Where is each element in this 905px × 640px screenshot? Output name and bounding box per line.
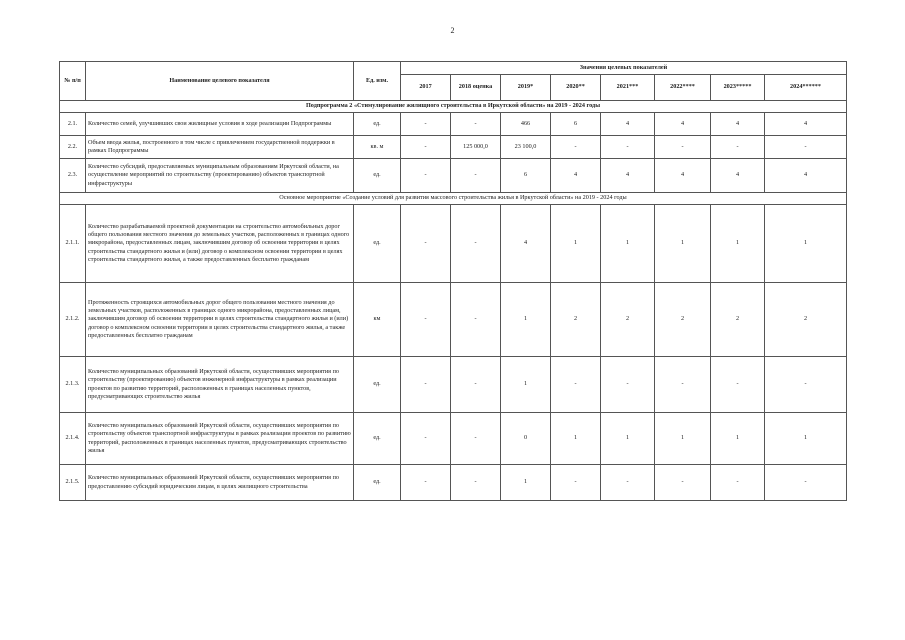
row-value: -	[401, 159, 451, 193]
row-value: 1	[711, 413, 765, 465]
row-value: 1	[711, 205, 765, 283]
row-value: 4	[655, 113, 711, 136]
row-value: 466	[501, 113, 551, 136]
header-row-1	[60, 62, 847, 75]
row-name: Количество субсидий, предоставляемых муниципальным образованиям Иркутской области, на осуществление мероприятий по строительству (проектированию) объектов транспортной инфраструктуры	[86, 159, 354, 193]
header-unit: Ед. изм.	[354, 62, 401, 101]
row-value: 6	[551, 113, 601, 136]
row-value: -	[451, 413, 501, 465]
row-num: 2.3.	[60, 159, 86, 193]
header-year: 2021***	[601, 75, 655, 101]
row-value: 4	[765, 113, 847, 136]
row-value: 2	[551, 283, 601, 357]
row-value: 1	[551, 205, 601, 283]
row-num: 2.1.3.	[60, 357, 86, 413]
row-value: -	[451, 357, 501, 413]
section-title: Подпрограмма 2 «Стимулирование жилищного строительства в Иркутской области» на 2019 - 2024 годы	[60, 101, 847, 113]
row-value: -	[451, 283, 501, 357]
row-num: 2.1.	[60, 113, 86, 136]
section-title: Основное мероприятие «Создание условий для развития массового строительства жилья в Иркутской области» на 2019 - 2024 годы	[60, 193, 847, 205]
row-value: -	[601, 357, 655, 413]
row-value: 1	[551, 413, 601, 465]
header-year: 2020**	[551, 75, 601, 101]
header-values-group: Значения целевых показателей	[401, 62, 847, 75]
row-value: 1	[655, 205, 711, 283]
header-year: 2022****	[655, 75, 711, 101]
row-unit: ед.	[354, 205, 401, 283]
row-value: -	[551, 465, 601, 501]
row-num: 2.1.2.	[60, 283, 86, 357]
row-value: 4	[501, 205, 551, 283]
row-value: 6	[501, 159, 551, 193]
header-year: 2018 оценка	[451, 75, 501, 101]
row-value: 4	[601, 159, 655, 193]
row-value: -	[451, 205, 501, 283]
row-num: 2.1.4.	[60, 413, 86, 465]
row-name: Количество муниципальных образований Иркутской области, осуществивших мероприятия по строительству (проектированию) объектов инженерной инфраструктуры в рамках реализации проектов по развитию территорий, расположенных в границах населенных пунктов, предусматривающих строительство жилья	[86, 357, 354, 413]
row-value: 1	[655, 413, 711, 465]
row-value: -	[711, 357, 765, 413]
row-value: -	[601, 136, 655, 159]
page-number: 2	[450, 26, 455, 35]
row-value: 4	[601, 113, 655, 136]
row-num: 2.2.	[60, 136, 86, 159]
table-row	[60, 357, 847, 413]
row-value: 125 000,0	[451, 136, 501, 159]
table-row	[60, 413, 847, 465]
header-year: 2024******	[765, 75, 847, 101]
row-value: 4	[711, 159, 765, 193]
row-value: -	[551, 136, 601, 159]
row-value: 4	[711, 113, 765, 136]
row-value: 1	[501, 283, 551, 357]
row-value: -	[401, 113, 451, 136]
row-unit: ед.	[354, 159, 401, 193]
row-unit: км	[354, 283, 401, 357]
section-row	[60, 193, 847, 205]
row-value: -	[655, 465, 711, 501]
row-value: 0	[501, 413, 551, 465]
row-value: 1	[601, 205, 655, 283]
row-unit: ед.	[354, 465, 401, 501]
table-row	[60, 136, 847, 159]
row-value: -	[601, 465, 655, 501]
row-value: 23 100,0	[501, 136, 551, 159]
row-name: Объем ввода жилья, построенного в том числе с привлечением государственной поддержки в рамках Подпрограммы	[86, 136, 354, 159]
row-value: -	[451, 113, 501, 136]
table-row	[60, 113, 847, 136]
row-value: -	[655, 136, 711, 159]
row-value: 2	[601, 283, 655, 357]
row-num: 2.1.5.	[60, 465, 86, 501]
row-value: 1	[601, 413, 655, 465]
row-name: Количество семей, улучшивших свои жилищные условия в ходе реализации Подпрограммы	[86, 113, 354, 136]
row-value: 1	[501, 465, 551, 501]
indicators-table	[59, 61, 847, 501]
section-row	[60, 101, 847, 113]
table-row	[60, 283, 847, 357]
header-num: № п/п	[60, 62, 86, 101]
row-value: -	[765, 357, 847, 413]
row-value: 1	[765, 413, 847, 465]
row-num: 2.1.1.	[60, 205, 86, 283]
row-value: -	[655, 357, 711, 413]
row-value: -	[401, 136, 451, 159]
table-row	[60, 465, 847, 501]
header-name: Наименование целевого показателя	[86, 62, 354, 101]
row-name: Количество муниципальных образований Иркутской области, осуществивших мероприятия по строительству объектов транспортной инфраструктуры в рамках реализации проектов по развитию территорий, расположенных в границах населенных пунктов, предусматривающих строительство жилья	[86, 413, 354, 465]
row-value: -	[765, 465, 847, 501]
row-value: -	[551, 357, 601, 413]
row-value: 4	[655, 159, 711, 193]
table-row	[60, 205, 847, 283]
row-name: Количество разрабатываемой проектной документации на строительство автомобильных дорог общего пользования местного значения до земельных участков, расположенных в границах одного микрорайона, предоставленных лицам, заключившим договор об освоении территории в целях строительства стандартного жилья и (или) договор о комплексном освоении территории в целях строительства стандартного жилья, а также предоставленных бесплатно гражданам	[86, 205, 354, 283]
row-value: 2	[765, 283, 847, 357]
row-value: -	[451, 159, 501, 193]
table-row	[60, 159, 847, 193]
row-value: -	[401, 357, 451, 413]
row-value: -	[765, 136, 847, 159]
row-value: 4	[551, 159, 601, 193]
row-name: Количество муниципальных образований Иркутской области, осуществивших мероприятия по предоставлению субсидий юридическим лицам, в целях жилищного строительства	[86, 465, 354, 501]
row-value: -	[451, 465, 501, 501]
row-value: 1	[765, 205, 847, 283]
row-value: 4	[765, 159, 847, 193]
row-value: -	[401, 205, 451, 283]
row-value: -	[401, 283, 451, 357]
row-unit: ед.	[354, 357, 401, 413]
header-year: 2017	[401, 75, 451, 101]
header-year: 2019*	[501, 75, 551, 101]
row-value: -	[711, 136, 765, 159]
row-unit: ед.	[354, 113, 401, 136]
row-value: 1	[501, 357, 551, 413]
row-name: Протяженность строящихся автомобильных дорог общего пользования местного значения до земельных участков, расположенных в границах одного микрорайона, предоставленных лицам, заключившим договор об освоении территории в целях строительства стандартного жилья и (или) договор о комплексном освоении территории в целях строительства стандартного жилья, а также предоставленных бесплатно гражданам	[86, 283, 354, 357]
row-unit: кв. м	[354, 136, 401, 159]
row-value: -	[401, 465, 451, 501]
row-value: 2	[655, 283, 711, 357]
header-year: 2023*****	[711, 75, 765, 101]
row-value: -	[401, 413, 451, 465]
row-unit: ед.	[354, 413, 401, 465]
row-value: -	[711, 465, 765, 501]
row-value: 2	[711, 283, 765, 357]
